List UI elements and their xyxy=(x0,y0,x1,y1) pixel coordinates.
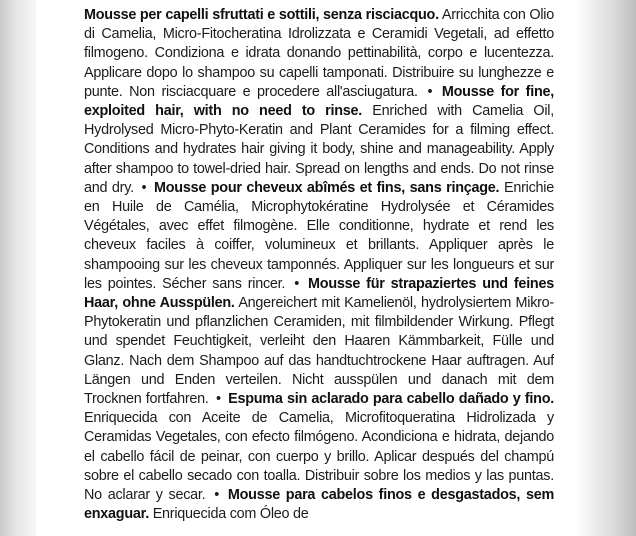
body-de: Angereichert mit Kamelienöl, hydrolysiertem Mikro-Phytokeratin und pflanzlichen Ceramiden, mit filmbildender Wirkung. Pflegt und spendet Feuchtigkeit, verleiht den Haaren Kämmbarkeit, Fülle und Glanz. Nach dem Shampoo auf das handtuchtrockene Haar auftragen. Auf Längen und Enden verteilen. Nicht ausspülen und danach mit dem Trocknen fortfahren. xyxy=(84,295,554,408)
separator-5: • xyxy=(214,487,220,504)
body-fr: Enrichie en Huile de Camélia, Microphytokératine Hydrolysée et Céramides Végétales, avec effet filmogène. Elle conditionne, hydrate et rend les cheveux faciles à coiffer, volumineux et brillants. Appliquer après le shampooing sur les cheveux tamponnés. Appliquer sur les longueurs et sur les pointes. Sécher sans rincer. xyxy=(84,179,554,292)
separator-4: • xyxy=(215,391,221,408)
separator-2: • xyxy=(141,179,147,196)
heading-de: Mousse für strapaziertes und feines Haar, ohne Ausspülen. xyxy=(84,275,554,312)
body-en: Enriched with Camelia Oil, Hydrolysed Micro-Phyto-Keratin and Plant Ceramides for a filming effect. Conditions and hydrates hair giving it body, shine and manageability. Apply after shampoo to towel-dried hair. Spread on lengths and ends. Do not rinse and dry. xyxy=(84,103,554,196)
separator-1: • xyxy=(427,83,433,100)
body-es: Enriquecida con Aceite de Camelia, Microfitoqueratina Hidrolizada y Ceramidas Vegetales, con efecto filmógeno. Acondiciona e hidrata, dejando el cabello fácil de peinar, con cuerpo y brillo. Aplicar después del champú sobre el cabello secado con toalla. Distribuir sobre los medios y las puntas. No aclarar y secar. xyxy=(84,410,554,504)
bottle-left-edge xyxy=(0,0,36,536)
label-paragraph xyxy=(84,6,554,524)
body-it: Arricchita con Olio di Camelia, Micro-Fitocheratina Idrolizzata e Ceramidi Vegetali, ad effetto filmogeno. Condiziona e idrata donando pettinabilità, corpo e lucentezza. Applicare dopo lo shampoo su capelli tamponati. Distribuire su lunghezze e punte. Non risciacquare e procedere all'asciugatura. xyxy=(84,7,554,100)
body-pt: Enriquecida com Óleo de xyxy=(152,506,309,523)
heading-pt: Mousse para cabelos finos e desgastados, sem enxaguar. xyxy=(84,487,554,523)
heading-en: Mousse for fine, exploited hair, with no need to rinse. xyxy=(84,83,554,120)
heading-it: Mousse per capelli sfruttati e sottili, senza risciacquo. xyxy=(84,7,439,23)
separator-3: • xyxy=(294,275,299,292)
heading-es: Espuma sin aclarado para cabello dañado y fino. xyxy=(228,391,554,408)
heading-fr: Mousse pour cheveux abîmés et fins, sans rinçage. xyxy=(154,179,500,196)
bottle-right-edge xyxy=(574,0,636,536)
product-label-text xyxy=(84,6,554,536)
